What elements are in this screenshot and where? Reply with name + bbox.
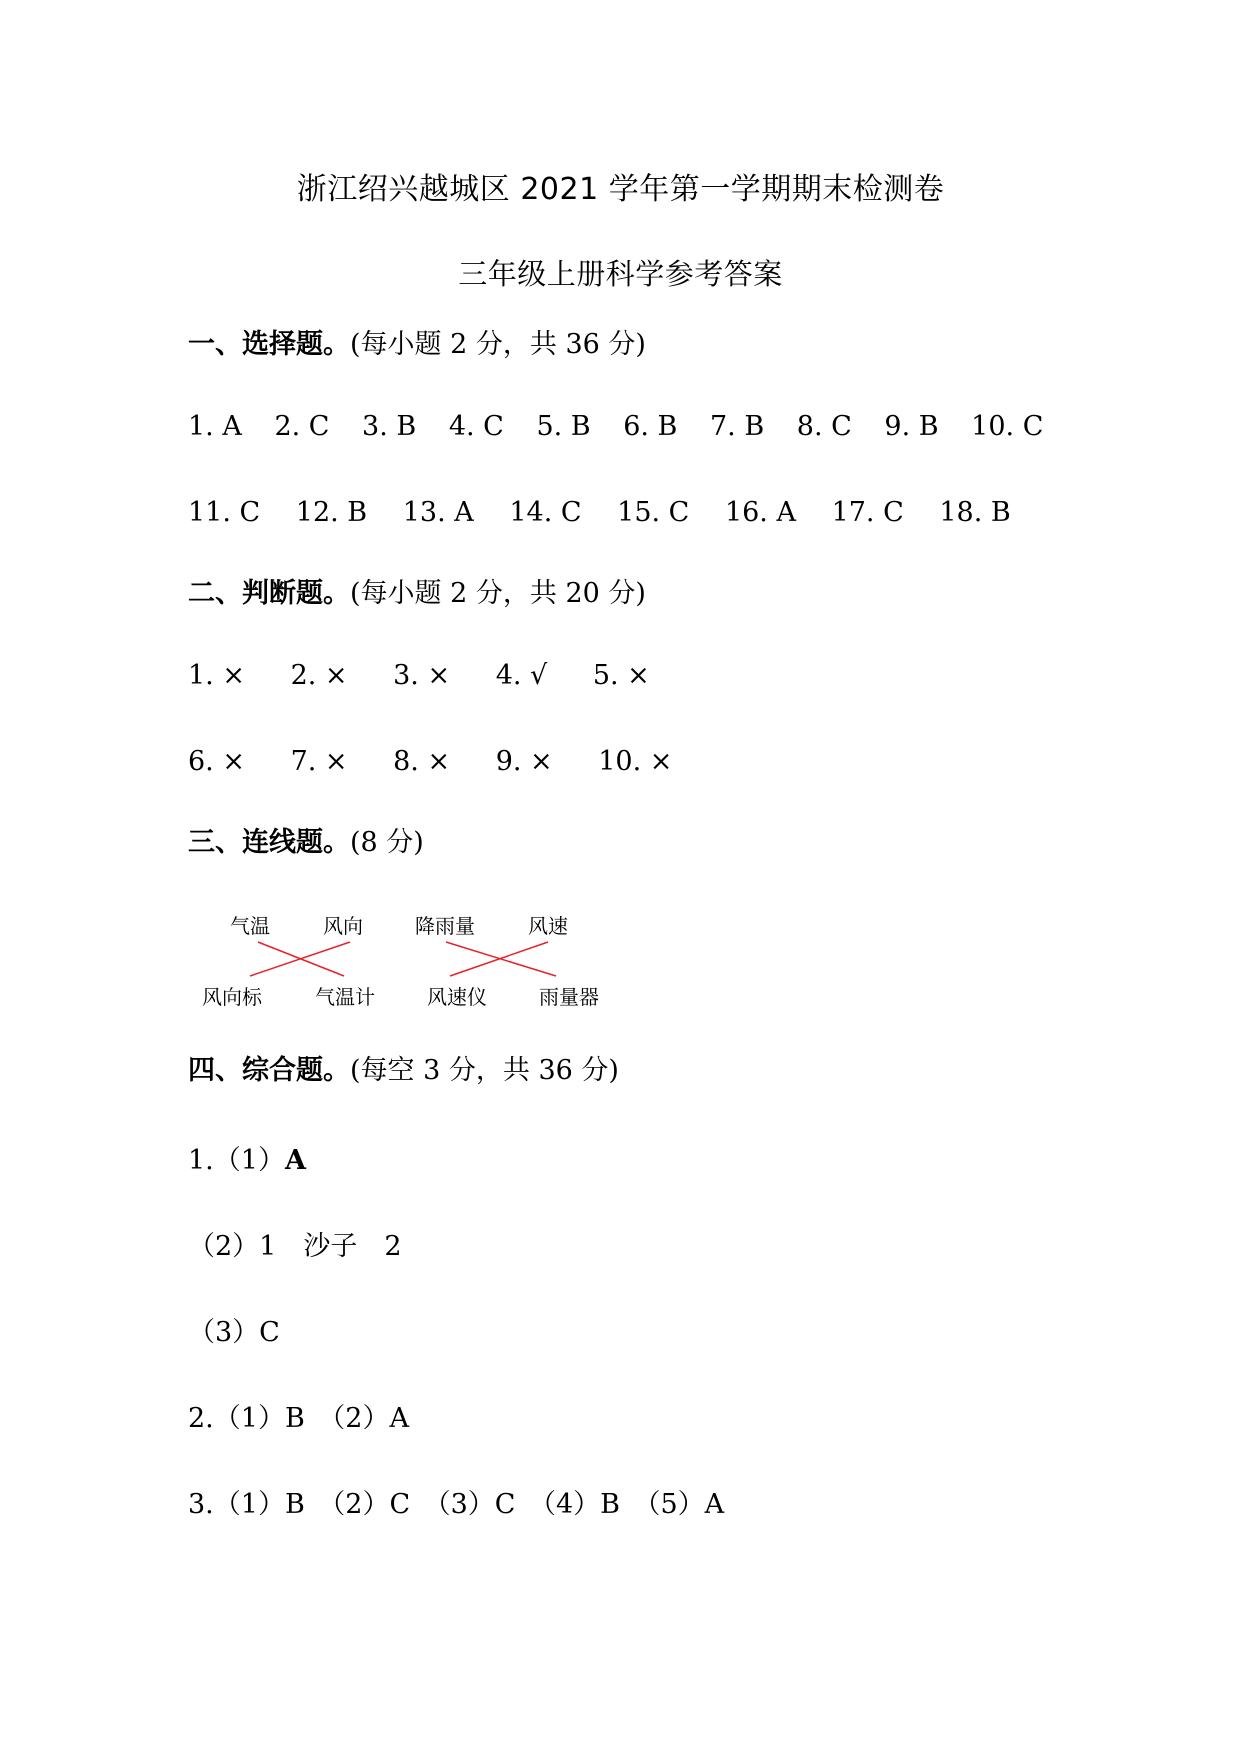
section-1-answers-row-1: [188, 411, 1067, 442]
answer-item: 18. B: [939, 497, 1011, 528]
answer-item: 13. A: [402, 497, 474, 528]
answer-item: 2. ×: [290, 660, 348, 691]
section-1-title: 一、选择题。: [188, 329, 350, 360]
q1-part-1-answer: A: [284, 1145, 306, 1176]
bottom-label-anemometer: 风速仪: [427, 985, 487, 1009]
answer-item: 4. √: [495, 660, 548, 691]
top-label-temperature: 气温: [230, 914, 270, 938]
bottom-label-rain-gauge: 雨量器: [539, 985, 599, 1009]
section-1-answers-row-2: [188, 497, 1038, 528]
answer-item: 7. ×: [290, 746, 348, 777]
section-3-heading: [188, 820, 424, 859]
q1-part-1-prefix: 1.（1）: [188, 1145, 285, 1176]
section-4-title: 四、综合题。: [188, 1055, 350, 1086]
answer-item: 3. ×: [393, 660, 451, 691]
q1-part-1: [188, 1138, 306, 1177]
match-line: [250, 942, 350, 976]
section-1-heading: [188, 322, 646, 361]
section-3-note: (8 分): [350, 827, 424, 858]
section-2-title: 二、判断题。: [188, 578, 350, 609]
bottom-label-wind-vane: 风向标: [202, 985, 262, 1009]
section-2-answers-row-2: [188, 746, 709, 777]
answer-item: 7. B: [710, 411, 765, 442]
answer-item: 1. A: [188, 411, 242, 442]
q1-part-2: （2）1 沙子 2: [188, 1231, 402, 1262]
section-1-note: (每小题 2 分，共 36 分): [350, 329, 646, 360]
answer-item: 9. B: [884, 411, 939, 442]
match-line: [450, 942, 548, 976]
answer-item: 5. B: [536, 411, 591, 442]
answer-item: 12. B: [295, 497, 368, 528]
document-subtitle: 三年级上册科学参考答案: [458, 257, 783, 291]
section-2-note: (每小题 2 分，共 20 分): [350, 578, 646, 609]
section-4-note: (每空 3 分，共 36 分): [350, 1055, 619, 1086]
answer-item: 4. C: [448, 411, 504, 442]
document-title: 浙江绍兴越城区 2021 学年第一学期期末检测卷: [296, 172, 945, 207]
top-label-wind-speed: 风速: [528, 914, 568, 938]
bottom-label-thermometer: 气温计: [315, 985, 375, 1009]
answer-item: 10. ×: [598, 746, 673, 777]
answer-item: 11. C: [188, 497, 261, 528]
answer-item: 6. B: [623, 411, 678, 442]
match-line: [446, 942, 556, 976]
section-4-heading: [188, 1048, 619, 1087]
q3-answers: 3.（1）B （2）C （3）C （4）B （5）A: [188, 1489, 725, 1520]
top-label-rainfall: 降雨量: [415, 914, 475, 938]
top-label-wind-direction: 风向: [323, 914, 363, 938]
q2-answers: 2.（1）B （2）A: [188, 1403, 409, 1434]
section-2-answers-row-1: [188, 660, 687, 691]
answer-item: 15. C: [617, 497, 690, 528]
answer-item: 6. ×: [188, 746, 245, 777]
answer-item: 2. C: [274, 411, 330, 442]
answer-item: 10. C: [971, 411, 1044, 442]
section-3-title: 三、连线题。: [188, 827, 350, 858]
answer-item: 17. C: [831, 497, 904, 528]
answer-item: 8. ×: [393, 746, 451, 777]
answer-item: 8. C: [796, 411, 852, 442]
section-2-heading: [188, 571, 646, 610]
answer-item: 16. A: [724, 497, 796, 528]
q1-part-3: （3）C: [188, 1317, 280, 1348]
answer-item: 14. C: [509, 497, 582, 528]
answer-item: 5. ×: [592, 660, 650, 691]
match-line: [258, 942, 344, 976]
answer-item: 1. ×: [188, 660, 245, 691]
answer-item: 3. B: [362, 411, 417, 442]
answer-item: 9. ×: [495, 746, 553, 777]
